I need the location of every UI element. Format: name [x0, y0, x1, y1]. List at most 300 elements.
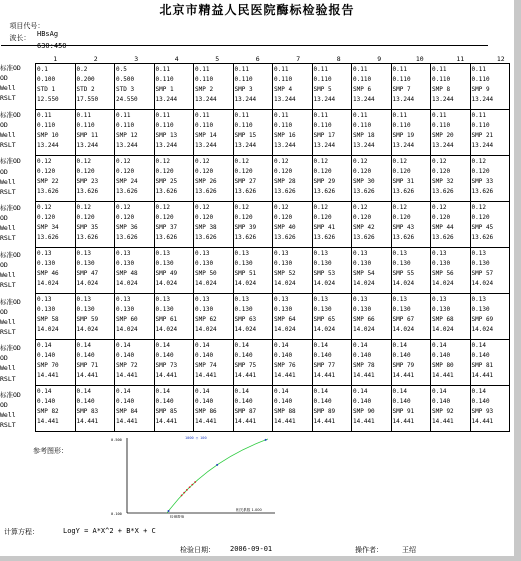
well-cell [312, 202, 352, 248]
std-od-value: 0.12 [155, 158, 170, 165]
well-cell [154, 340, 194, 386]
well-id: SMP 52 [274, 270, 296, 278]
result-value: 14.024 [76, 326, 99, 334]
result-value: 17.550 [76, 96, 99, 104]
od-value: 0.120 [432, 168, 451, 176]
well-id: SMP 38 [195, 224, 217, 232]
well-cell [75, 340, 115, 386]
od-value: 0.130 [234, 306, 253, 314]
std-od-value: 0.12 [432, 204, 447, 211]
result-value: 14.441 [432, 418, 454, 426]
well-cell [431, 386, 471, 432]
std-od-value: 0.14 [392, 388, 407, 395]
std-od-value: 0.11 [353, 112, 368, 119]
od-value: 0.110 [195, 122, 214, 130]
std-od-value: 0.12 [195, 158, 210, 165]
std-od-value: 0.12 [353, 158, 368, 165]
table-row [36, 64, 510, 110]
od-value: 0.140 [234, 352, 253, 360]
item-code-label: 项目代号： [9, 22, 45, 30]
result-value: 14.024 [116, 280, 138, 288]
result-value: 14.441 [76, 418, 99, 426]
well-cell [391, 386, 431, 432]
well-id: SMP 44 [432, 224, 454, 232]
well-id: SMP 23 [76, 178, 99, 186]
well-id: SMP 89 [313, 408, 336, 416]
od-value: 0.130 [313, 260, 332, 268]
well-id: SMP 76 [274, 362, 296, 370]
row-label: RSLT [0, 327, 16, 336]
std-od-value: 0.14 [432, 388, 447, 395]
od-value: 0.120 [274, 168, 293, 176]
result-value: 13.626 [471, 234, 494, 242]
well-cell [431, 110, 471, 156]
standard-point [216, 464, 218, 466]
chart-y-tick-bottom: 0.100 [111, 512, 122, 516]
well-cell [115, 202, 155, 248]
std-od-value: 0.12 [76, 158, 91, 165]
result-value: 13.626 [76, 188, 99, 196]
result-value: 13.626 [432, 234, 454, 242]
std-od-value: 0.13 [392, 296, 407, 303]
od-value: 0.130 [353, 306, 372, 314]
formula: LogY = A*X^2 + B*X + C [63, 527, 156, 535]
std-od-value: 0.14 [155, 342, 170, 349]
od-value: 0.140 [432, 398, 451, 406]
std-od-value: 0.14 [313, 388, 328, 395]
od-value: 0.110 [353, 122, 372, 130]
header-divider [1, 45, 488, 46]
well-id: SMP 32 [432, 178, 454, 186]
well-cell [194, 294, 234, 340]
std-od-value: 0.11 [195, 66, 210, 73]
row-label: RSLT [0, 187, 16, 196]
well-id: SMP 20 [432, 132, 454, 140]
row-label: Well [0, 317, 16, 326]
result-value: 13.626 [432, 188, 454, 196]
well-id: SMP 10 [37, 132, 59, 140]
well-id: SMP 35 [76, 224, 99, 232]
std-od-value: 0.11 [155, 66, 170, 73]
well-id: SMP 67 [392, 316, 415, 324]
std-od-value: 0.11 [274, 66, 289, 73]
std-od-value: 0.11 [195, 112, 210, 119]
row-label: Well [0, 177, 16, 186]
std-od-value: 0.12 [195, 204, 210, 211]
well-cell [115, 248, 155, 294]
well-id: SMP 48 [116, 270, 138, 278]
well-cell [312, 64, 352, 110]
result-value: 13.244 [353, 142, 375, 150]
well-cell [233, 110, 273, 156]
well-cell [154, 202, 194, 248]
result-value: 14.024 [471, 326, 494, 334]
row-label: 标准OD [0, 204, 21, 213]
result-value: 13.626 [76, 234, 99, 242]
od-value: 0.130 [432, 306, 451, 314]
well-id: SMP 70 [37, 362, 59, 370]
column-header: 7 [296, 55, 301, 63]
well-cell [194, 202, 234, 248]
od-value: 0.200 [76, 76, 95, 84]
result-value: 14.441 [155, 372, 178, 380]
reference-curve-chart [110, 432, 280, 518]
std-od-value: 0.13 [313, 296, 328, 303]
od-value: 0.110 [155, 76, 174, 84]
std-od-value: 0.12 [234, 204, 249, 211]
well-id: SMP 72 [116, 362, 138, 370]
row-label: Well [0, 224, 16, 233]
well-cell [36, 248, 76, 294]
well-id: SMP 8 [432, 86, 451, 94]
result-value: 14.024 [392, 326, 415, 334]
well-cell [75, 294, 115, 340]
test-date-label: 检验日期： [180, 546, 215, 554]
formula-label: 计算方程： [4, 528, 39, 536]
well-cell [312, 110, 352, 156]
well-cell [115, 386, 155, 432]
standard-point [265, 439, 267, 441]
well-cell [233, 248, 273, 294]
result-value: 14.441 [234, 418, 257, 426]
std-od-value: 0.11 [76, 112, 91, 119]
od-value: 0.130 [116, 306, 135, 314]
std-od-value: 0.12 [274, 204, 289, 211]
well-cell [154, 156, 194, 202]
std-od-value: 0.14 [471, 388, 486, 395]
well-cell [273, 248, 313, 294]
result-value: 14.441 [353, 372, 375, 380]
row-label: RSLT [0, 141, 16, 149]
well-id: SMP 50 [195, 270, 217, 278]
std-od-value: 0.14 [116, 388, 131, 395]
od-value: 0.130 [392, 306, 411, 314]
od-value: 0.140 [116, 352, 135, 360]
well-id: SMP 83 [76, 408, 99, 416]
od-value: 0.120 [432, 214, 451, 222]
well-id: STD 2 [76, 86, 95, 94]
well-cell [194, 110, 234, 156]
well-id: SMP 18 [353, 132, 375, 140]
well-id: SMP 47 [76, 270, 99, 278]
well-cell [36, 340, 76, 386]
well-id: SMP 77 [313, 362, 336, 370]
std-od-value: 0.11 [116, 112, 131, 119]
std-od-value: 0.13 [195, 250, 210, 257]
well-id: SMP 21 [471, 132, 494, 140]
well-id: SMP 39 [234, 224, 257, 232]
std-od-value: 0.13 [116, 296, 131, 303]
well-cell [431, 202, 471, 248]
od-value: 0.140 [234, 398, 253, 406]
well-cell [352, 202, 392, 248]
sample-point [186, 489, 188, 491]
well-cell [75, 386, 115, 432]
well-cell [154, 386, 194, 432]
well-id: SMP 25 [155, 178, 178, 186]
std-od-value: 0.12 [37, 158, 52, 165]
result-value: 14.024 [76, 280, 99, 288]
std-od-value: 0.13 [274, 250, 289, 257]
well-id: SMP 60 [116, 316, 138, 324]
well-cell [273, 340, 313, 386]
well-cell [154, 64, 194, 110]
od-value: 0.140 [37, 398, 56, 406]
well-id: SMP 26 [195, 178, 217, 186]
chart-legend-bottom: 相关系数 1.000 [236, 508, 262, 512]
od-value: 0.130 [471, 260, 490, 268]
well-cell [312, 340, 352, 386]
well-cell [75, 202, 115, 248]
well-cell [312, 156, 352, 202]
od-value: 0.110 [432, 76, 451, 84]
result-value: 13.244 [195, 142, 217, 150]
well-id: SMP 59 [76, 316, 99, 324]
result-value: 13.626 [274, 234, 296, 242]
well-id: SMP 42 [353, 224, 375, 232]
row-label: OD [0, 401, 8, 409]
row-label: OD [0, 214, 8, 223]
well-cell [233, 64, 273, 110]
od-value: 0.110 [392, 76, 411, 84]
std-od-value: 0.12 [471, 158, 486, 165]
result-value: 13.626 [234, 234, 257, 242]
result-value: 14.441 [116, 372, 138, 380]
well-cell [470, 386, 510, 432]
od-value: 0.130 [234, 260, 253, 268]
well-cell [273, 294, 313, 340]
od-value: 0.140 [195, 352, 214, 360]
od-value: 0.110 [313, 76, 332, 84]
sample-point [183, 492, 185, 494]
well-id: SMP 84 [116, 408, 138, 416]
std-od-value: 0.14 [37, 342, 52, 349]
well-id: SMP 29 [313, 178, 336, 186]
result-value: 24.550 [116, 96, 138, 104]
result-value: 13.626 [392, 234, 415, 242]
row-label: 标准OD [0, 390, 21, 399]
well-id: SMP 31 [392, 178, 415, 186]
result-value: 14.441 [392, 418, 415, 426]
std-od-value: 0.13 [274, 296, 289, 303]
od-value: 0.110 [274, 122, 293, 130]
well-id: SMP 92 [432, 408, 454, 416]
std-od-value: 0.13 [432, 296, 447, 303]
well-id: SMP 86 [195, 408, 217, 416]
well-id: SMP 79 [392, 362, 415, 370]
result-value: 14.024 [274, 326, 296, 334]
well-cell [352, 110, 392, 156]
well-id: SMP 24 [116, 178, 138, 186]
well-cell [431, 248, 471, 294]
od-value: 0.110 [116, 122, 135, 130]
well-cell [273, 386, 313, 432]
result-value: 13.244 [234, 142, 257, 150]
well-id: SMP 9 [471, 86, 490, 94]
std-od-value: 0.14 [234, 388, 249, 395]
od-value: 0.110 [274, 76, 293, 84]
column-header: 12 [496, 55, 505, 63]
std-od-value: 0.12 [155, 204, 170, 211]
well-cell [194, 156, 234, 202]
od-value: 0.130 [116, 260, 135, 268]
std-od-value: 0.14 [76, 388, 91, 395]
well-id: SMP 91 [392, 408, 415, 416]
row-label: 标准OD [0, 297, 21, 306]
result-value: 14.441 [353, 418, 375, 426]
row-label: OD [0, 167, 8, 176]
std-od-value: 0.11 [313, 66, 328, 73]
result-value: 13.244 [432, 96, 454, 104]
well-cell [36, 64, 76, 110]
result-value: 13.626 [471, 188, 494, 196]
result-value: 14.024 [432, 326, 454, 334]
well-cell [431, 64, 471, 110]
well-id: SMP 58 [37, 316, 59, 324]
od-value: 0.130 [195, 260, 214, 268]
od-value: 0.140 [37, 352, 56, 360]
chart-legend-top: 1000 ○ 100 [185, 436, 207, 440]
well-id: SMP 62 [195, 316, 217, 324]
od-value: 0.110 [195, 76, 214, 84]
result-value: 14.441 [432, 372, 454, 380]
well-cell [75, 248, 115, 294]
od-value: 0.130 [37, 260, 56, 268]
result-value: 13.244 [37, 142, 59, 150]
od-value: 0.140 [313, 398, 332, 406]
std-od-value: 0.11 [353, 66, 368, 73]
result-value: 13.244 [195, 96, 217, 104]
result-value: 12.550 [37, 96, 59, 104]
result-value: 13.244 [76, 142, 99, 150]
well-cell [391, 340, 431, 386]
well-cell [352, 386, 392, 432]
row-label: 标准OD [0, 64, 21, 72]
column-header: 3 [134, 55, 139, 63]
result-value: 14.024 [116, 326, 138, 334]
result-value: 13.244 [116, 142, 138, 150]
result-value: 14.024 [432, 280, 454, 288]
well-cell [154, 294, 194, 340]
well-cell [273, 110, 313, 156]
well-cell [194, 386, 234, 432]
std-od-value: 0.13 [37, 250, 52, 257]
well-id: SMP 2 [195, 86, 214, 94]
well-id: SMP 65 [313, 316, 336, 324]
result-value: 13.626 [353, 188, 375, 196]
well-cell [75, 110, 115, 156]
od-value: 0.110 [76, 122, 95, 130]
well-cell [75, 64, 115, 110]
result-value: 13.244 [274, 142, 296, 150]
well-cell [312, 248, 352, 294]
result-value: 14.441 [76, 372, 99, 380]
std-od-value: 0.14 [195, 388, 210, 395]
od-value: 0.140 [116, 398, 135, 406]
std-od-value: 0.14 [353, 388, 368, 395]
std-od-value: 0.12 [76, 204, 91, 211]
std-od-value: 0.12 [234, 158, 249, 165]
table-row [36, 386, 510, 432]
result-value: 14.441 [313, 372, 336, 380]
result-value: 13.244 [155, 142, 178, 150]
well-id: SMP 30 [353, 178, 375, 186]
well-id: SMP 37 [155, 224, 178, 232]
od-value: 0.130 [195, 306, 214, 314]
od-value: 0.140 [392, 352, 411, 360]
od-value: 0.140 [471, 352, 490, 360]
well-cell [75, 156, 115, 202]
column-header: 6 [255, 55, 260, 63]
well-cell [273, 156, 313, 202]
result-value: 14.024 [37, 280, 59, 288]
od-value: 0.110 [155, 122, 174, 130]
od-value: 0.140 [155, 352, 174, 360]
standard-point [168, 510, 170, 512]
well-cell [352, 64, 392, 110]
well-id: STD 1 [37, 86, 56, 94]
std-od-value: 0.13 [155, 250, 170, 257]
well-id: SMP 75 [234, 362, 257, 370]
result-value: 13.626 [116, 234, 138, 242]
column-header: 10 [415, 55, 424, 63]
well-cell [352, 294, 392, 340]
well-cell [194, 64, 234, 110]
result-value: 13.626 [353, 234, 375, 242]
std-od-value: 0.13 [116, 250, 131, 257]
results-table [35, 63, 510, 432]
well-id: SMP 57 [471, 270, 494, 278]
result-value: 13.626 [195, 234, 217, 242]
std-od-value: 0.11 [432, 112, 447, 119]
well-id: SMP 56 [432, 270, 454, 278]
well-id: SMP 16 [274, 132, 296, 140]
od-value: 0.130 [76, 306, 95, 314]
well-cell [470, 110, 510, 156]
row-label: 标准OD [0, 110, 21, 119]
wavelength-label: 波长： [9, 34, 31, 42]
well-id: SMP 80 [432, 362, 454, 370]
od-value: 0.110 [392, 122, 411, 130]
std-od-value: 0.13 [471, 250, 486, 257]
table-row [36, 248, 510, 294]
row-label: RSLT [0, 94, 16, 103]
well-cell [391, 202, 431, 248]
table-row [36, 156, 510, 202]
std-od-value: 0.14 [432, 342, 447, 349]
od-value: 0.120 [155, 214, 174, 222]
well-cell [273, 64, 313, 110]
std-od-value: 0.14 [195, 342, 210, 349]
od-value: 0.110 [471, 76, 490, 84]
od-value: 0.120 [353, 214, 372, 222]
wavelength-value: 630:450 [37, 42, 67, 50]
well-cell [36, 110, 76, 156]
od-value: 0.120 [37, 214, 56, 222]
well-id: SMP 55 [392, 270, 415, 278]
std-od-value: 0.13 [76, 250, 91, 257]
well-cell [115, 156, 155, 202]
od-value: 0.120 [116, 214, 135, 222]
well-id: SMP 19 [392, 132, 415, 140]
od-value: 0.130 [274, 260, 293, 268]
well-id: SMP 34 [37, 224, 59, 232]
std-od-value: 0.13 [37, 296, 52, 303]
well-cell [470, 248, 510, 294]
well-id: SMP 73 [155, 362, 178, 370]
result-value: 13.626 [155, 234, 178, 242]
operator: 王绍 [402, 546, 416, 554]
